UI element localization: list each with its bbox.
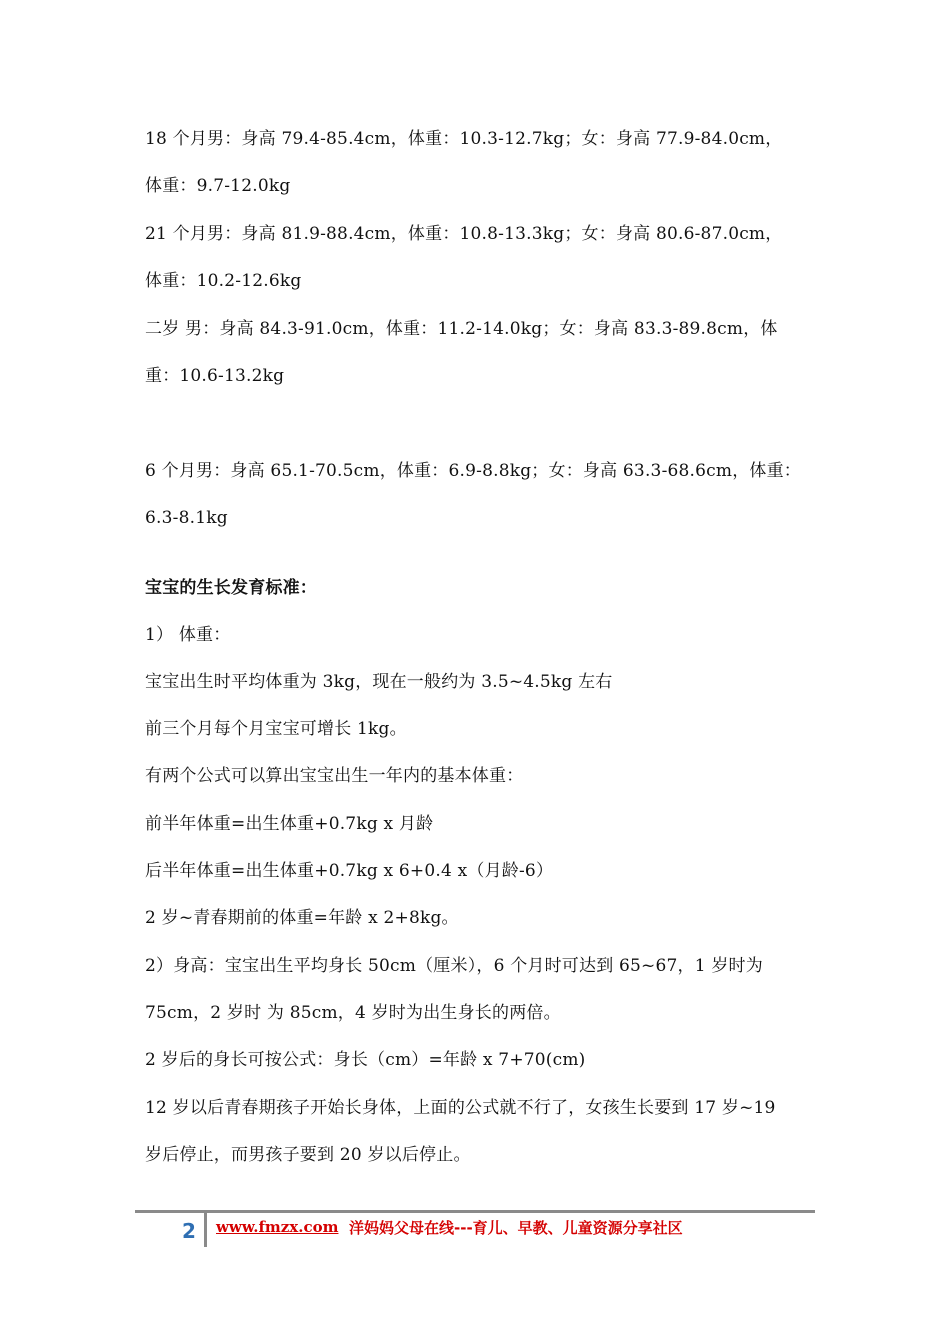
footer-slogan: 洋妈妈父母在线---育儿、早教、儿童资源分享社区 [349,1219,683,1237]
text-line-puberty-1: 12 岁以后青春期孩子开始长身体，上面的公式就不行了，女孩生长要到 17 岁~19 [145,1098,776,1118]
formula-second-half-year: 后半年体重=出生体重+0.7kg x 6+0.4 x（月龄-6） [145,861,554,881]
page-number: 2 [182,1219,196,1243]
footer-website-link[interactable]: www.fmzx.com [216,1218,339,1236]
text-line-first-three-months: 前三个月每个月宝宝可增长 1kg。 [145,719,407,739]
formula-height: 2 岁后的身长可按公式：身长（cm）=年龄 x 7+70(cm) [145,1050,586,1070]
text-line-puberty-2: 岁后停止，而男孩子要到 20 岁以后停止。 [145,1145,471,1165]
text-line-6-months-2: 6.3-8.1kg [145,508,228,528]
text-line-two-formulas: 有两个公式可以算出宝宝出生一年内的基本体重： [145,766,524,786]
text-line-height-1: 2）身高：宝宝出生平均身长 50cm（厘米），6 个月时可达到 65~67，1 岁时为 [145,956,763,976]
footer-divider [135,1210,815,1213]
text-line-21-months-1: 21 个月男：身高 81.9-88.4cm，体重：10.8-13.3kg；女：身高 80.6-87.0cm， [145,224,783,244]
formula-2-years-to-puberty: 2 岁~青春期前的体重=年龄 x 2+8kg。 [145,908,459,928]
text-line-height-2: 75cm，2 岁时 为 85cm，4 岁时为出生身长的两倍。 [145,1003,561,1023]
formula-first-half-year: 前半年体重=出生体重+0.7kg x 月龄 [145,814,434,834]
subheading-weight: 1） 体重： [145,625,231,645]
section-heading: 宝宝的生长发育标准： [145,578,317,598]
footer-vertical-divider [204,1213,207,1247]
text-line-2-years-2: 重：10.6-13.2kg [145,366,285,386]
text-line-18-months-1: 18 个月男：身高 79.4-85.4cm，体重：10.3-12.7kg；女：身高 77.9-84.0cm， [145,129,783,149]
text-line-18-months-2: 体重：9.7-12.0kg [145,176,291,196]
text-line-6-months-1: 6 个月男：身高 65.1-70.5cm，体重：6.9-8.8kg；女：身高 63.3-68.6cm，体重： [145,461,802,481]
text-line-2-years-1: 二岁 男：身高 84.3-91.0cm，体重：11.2-14.0kg；女：身高 83.3-89.8cm，体 [145,319,778,339]
text-line-21-months-2: 体重：10.2-12.6kg [145,271,302,291]
text-line-birth-weight: 宝宝出生时平均体重为 3kg，现在一般约为 3.5~4.5kg 左右 [145,672,613,692]
